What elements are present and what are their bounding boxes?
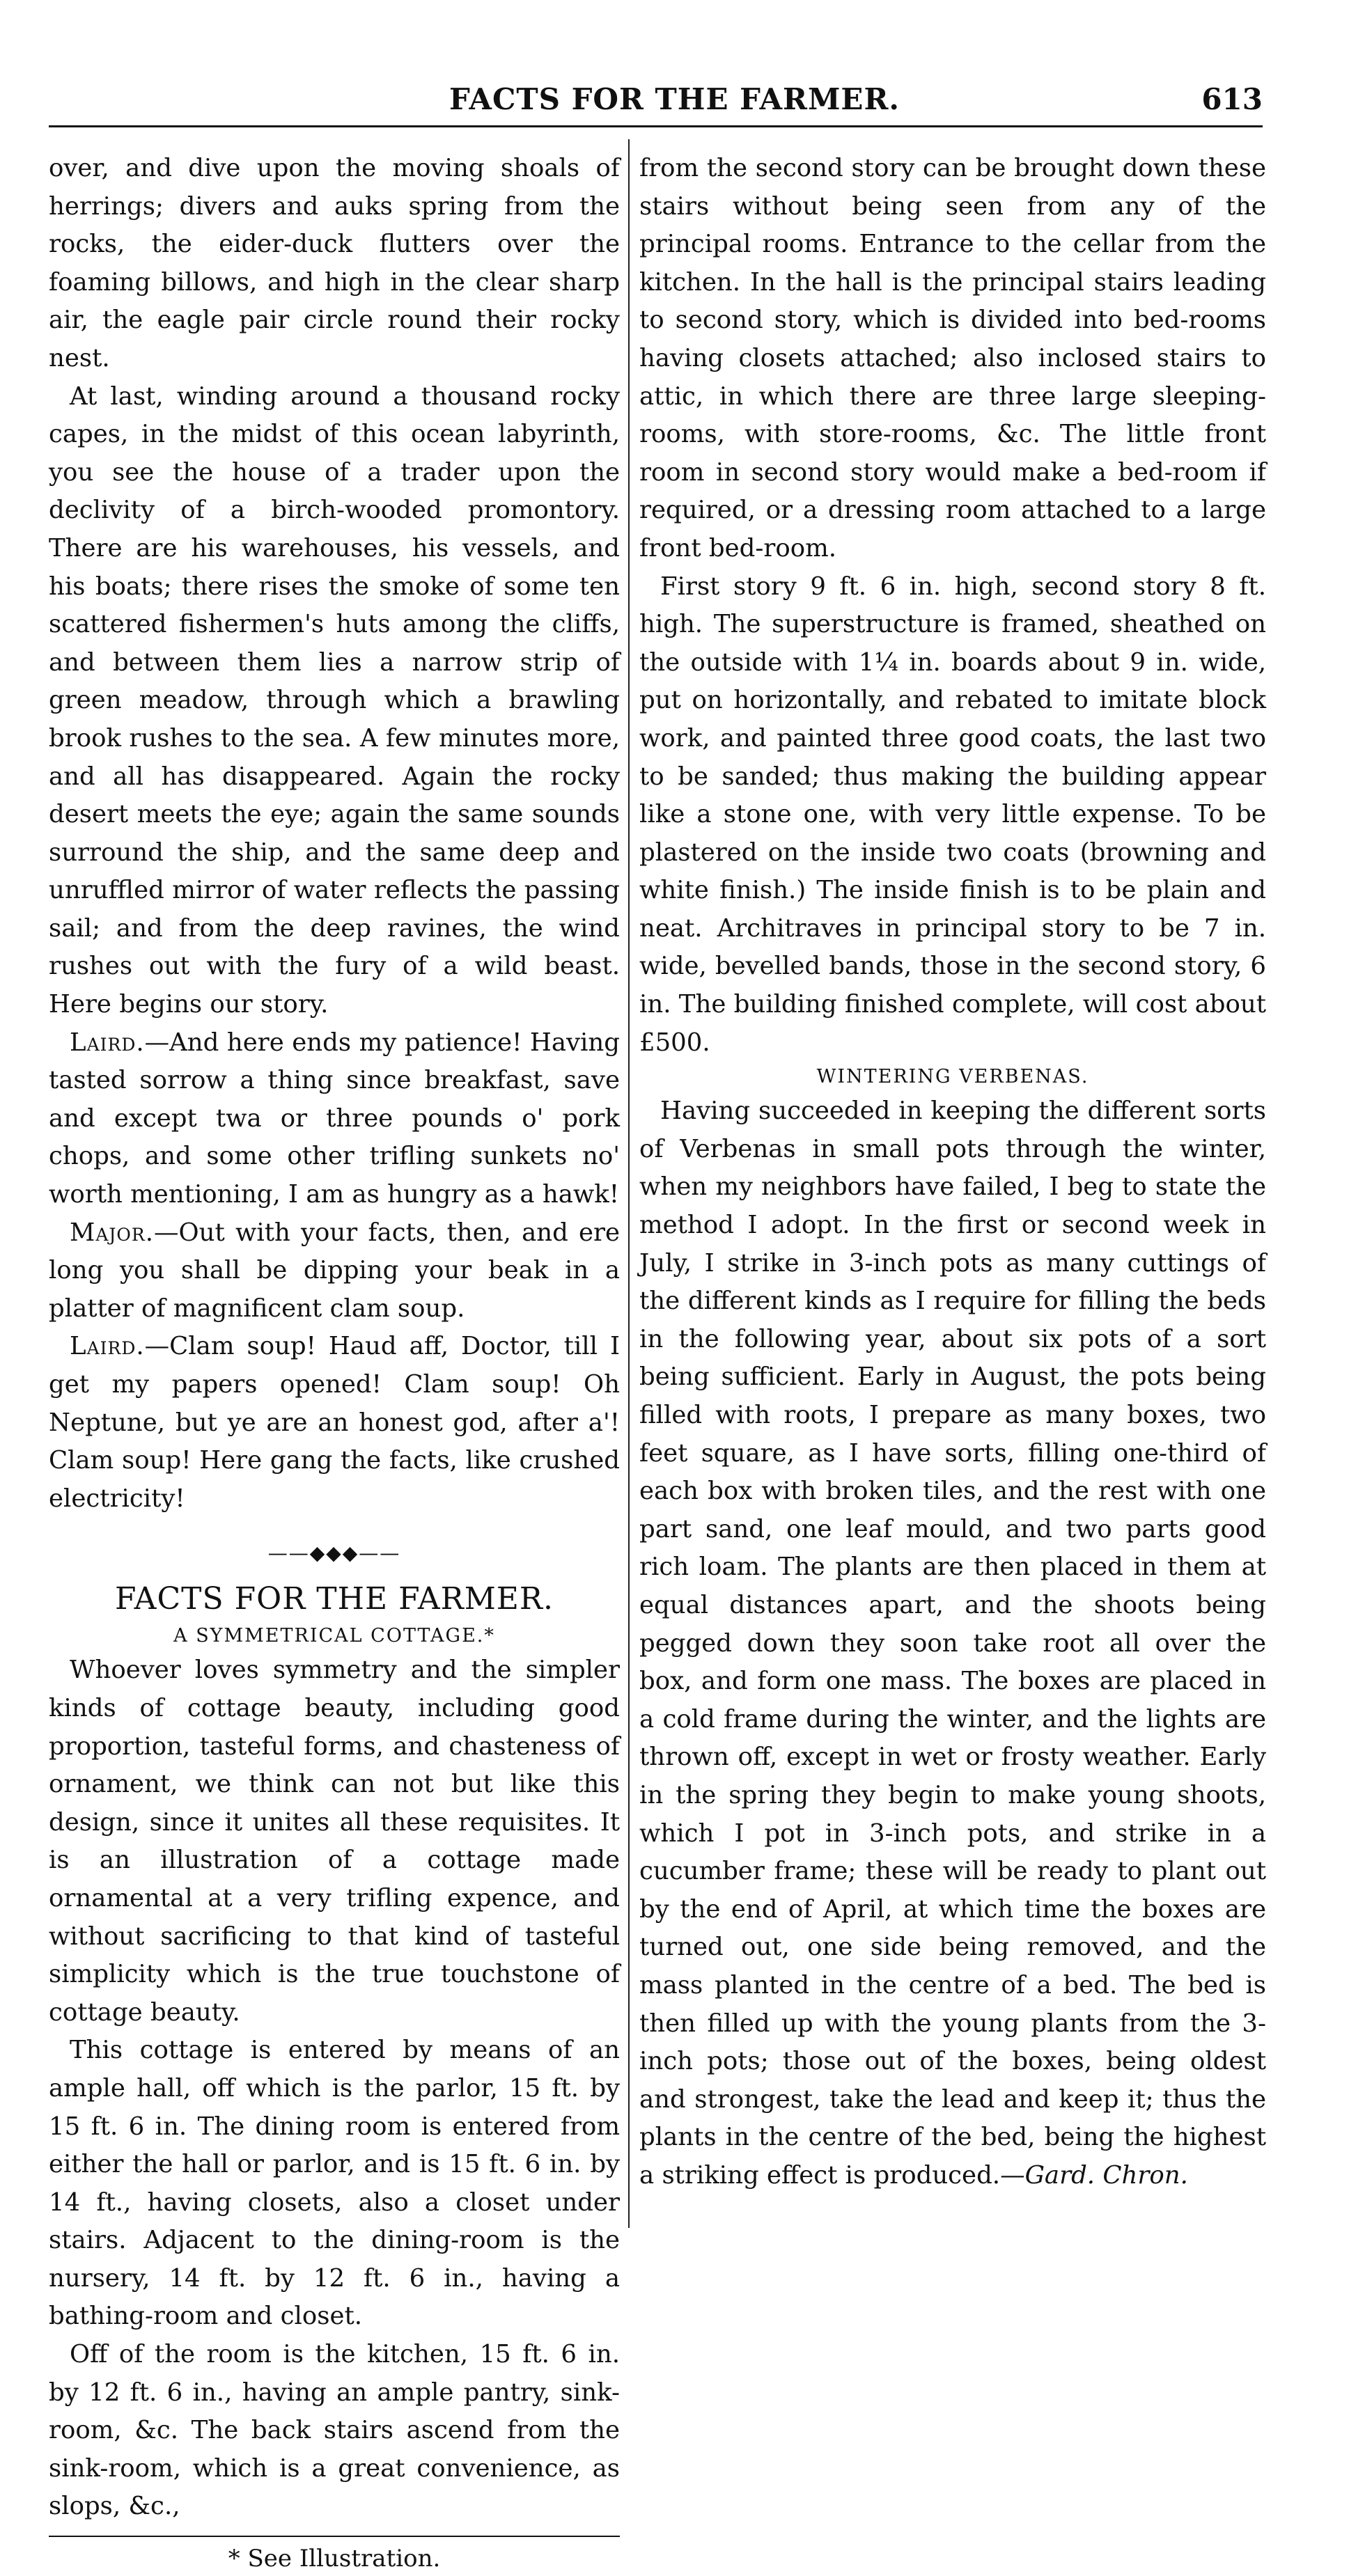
left-column xyxy=(49,150,620,2576)
dialogue-text: —And here ends my patience! Having tasted sorrow a thing since breakfast, save and except twa or three pounds o' pork chops, and some other trifling sunkets no' worth mentioning, I am as hungry as a hawk! xyxy=(49,1028,620,1209)
paragraph: over, and dive upon the moving shoals of herrings; divers and auks spring from the rocks, the eider-duck flutters over the foaming billows, and high in the clear sharp air, the eagle pair circle round their rocky nest. xyxy=(49,154,620,372)
section-title: FACTS FOR THE FARMER. xyxy=(114,1581,554,1617)
footnote: * See Illustration. xyxy=(228,2545,441,2573)
footnote-rule xyxy=(49,2536,620,2537)
section-subtitle: A SYMMETRICAL COTTAGE.* xyxy=(173,1625,495,1647)
dialogue-paragraph xyxy=(49,1214,620,1328)
dialogue-paragraph xyxy=(49,1024,620,1214)
speaker-name: Major. xyxy=(70,1218,155,1247)
subheading: WINTERING VERBENAS. xyxy=(816,1066,1089,1088)
page-header xyxy=(0,82,1349,131)
paragraph: Off of the room is the kitchen, 15 ft. 6 in. by 12 ft. 6 in., having an ample pantry, sink-room, &c. The back stairs ascend from the sink-room, which is a great convenience, as slops, &c., xyxy=(49,2340,620,2521)
page-number: 613 xyxy=(1201,82,1263,116)
header-rule xyxy=(49,125,1263,127)
speaker-name: Laird. xyxy=(70,1332,145,1361)
speaker-name: Laird. xyxy=(70,1028,145,1057)
paragraph-text: Having succeeded in keeping the different sorts of Verbenas in small pots through the winter, when my neighbors have failed, I beg to state the method I adopt. In the first or second week in July, I strike in 3-inch pots as many cuttings of the different kinds as I require for filling the beds in the following year, about six pots of a sort being sufficient. Early in August, the pots being filled with roots, I prepare as many boxes, two feet square, as I have sorts, filling one-third of each box with broken tiles, and the rest with one part sand, one leaf mould, and two parts good rich loam. The plants are then placed in them at equal distances apart, and the shoots being pegged down they soon take root all over the box, and form one mass. The boxes are placed in a cold frame during the winter, and the lights are thrown off, except in wet or frosty weather. Early in the spring they begin to make young shoots, which I pot in 3-inch pots, and strike in a cucumber frame; these will be ready to plant out by the end of April, at which time the boxes are turned out, one side being removed, and the mass planted in the centre of a bed. The bed is then filled up with the young plants from the 3-inch pots; those out of the boxes, being oldest and strongest, take the lead and keep it; thus the plants in the centre of the bed, being the highest a striking effect is produced. xyxy=(639,1097,1266,2190)
dialogue-text: —Out with your facts, then, and ere long you shall be dipping your beak in a platter of magnificent clam soup. xyxy=(49,1218,620,1323)
right-column xyxy=(639,150,1266,2194)
section-ornament: ——◆◆◆—— xyxy=(267,1541,401,1565)
dialogue-text: —Clam soup! Haud aff, Doctor, till I get my papers opened! Clam soup! Oh Neptune, but ye are an honest god, after a'! Clam soup! Here gang the facts, like crushed electricity! xyxy=(49,1332,620,1513)
source-credit: —Gard. Chron. xyxy=(1000,2160,1188,2190)
paragraph: This cottage is entered by means of an ample hall, off which is the parlor, 15 ft. by 15 ft. 6 in. The dining room is entered from either the hall or parlor, and is 15 ft. 6 in. by 14 ft., having closets, also a closet under stairs. Adjacent to the dining-room is the nursery, 14 ft. by 12 ft. 6 in., having a bathing-room and closet. xyxy=(49,2036,620,2331)
running-title: FACTS FOR THE FARMER. xyxy=(449,82,900,116)
paragraph: First story 9 ft. 6 in. high, second story 8 ft. high. The superstructure is framed, sheathed on the outside with 1¼ in. boards about 9 in. wide, put on horizontally, and rebated to imitate block work, and painted three good coats, the last two to be sanded; thus making the building appear like a stone one, with very little expense. To be plastered on the inside two coats (browning and white finish.) The inside finish is to be plain and neat. Architraves in principal story to be 7 in. wide, bevelled bands, those in the second story, 6 in. The building finished complete, will cost about £500. xyxy=(639,572,1266,1057)
paragraph xyxy=(639,1092,1266,2194)
column-divider xyxy=(628,139,630,2228)
dialogue-paragraph xyxy=(49,1328,620,1518)
paragraph: At last, winding around a thousand rocky capes, in the midst of this ocean labyrinth, you see the house of a trader upon the declivity of a birch-wooded promontory. There are his warehouses, his vessels, and his boats; there rises the smoke of some ten scattered fishermen's huts among the cliffs, and between them lies a narrow strip of green meadow, through which a brawling brook rushes to the sea. A few minutes more, and all has disappeared. Again the rocky desert meets the eye; again the same sounds surround the ship, and the same deep and unruffled mirror of water reflects the passing sail; and from the deep ravines, the wind rushes out with the fury of a wild beast. Here begins our story. xyxy=(49,382,620,1019)
paragraph: Whoever loves symmetry and the simpler kinds of cottage beauty, including good proportion, tasteful forms, and chasteness of ornament, we think can not but like this design, since it unites all these requisites. It is an illustration of a cottage made ornamental at a very trifling expence, and without sacrificing to that kind of tasteful simplicity which is the true touchstone of cottage beauty. xyxy=(49,1656,620,2027)
paragraph: from the second story can be brought down these stairs without being seen from any of the principal rooms. Entrance to the cellar from the kitchen. In the hall is the principal stairs leading to second story, which is divided into bed-rooms having closets attached; also inclosed stairs to attic, in which there are three large sleeping-rooms, with store-rooms, &c. The little front room in second story would make a bed-room if required, or a dressing room attached to a large front bed-room. xyxy=(639,154,1266,563)
